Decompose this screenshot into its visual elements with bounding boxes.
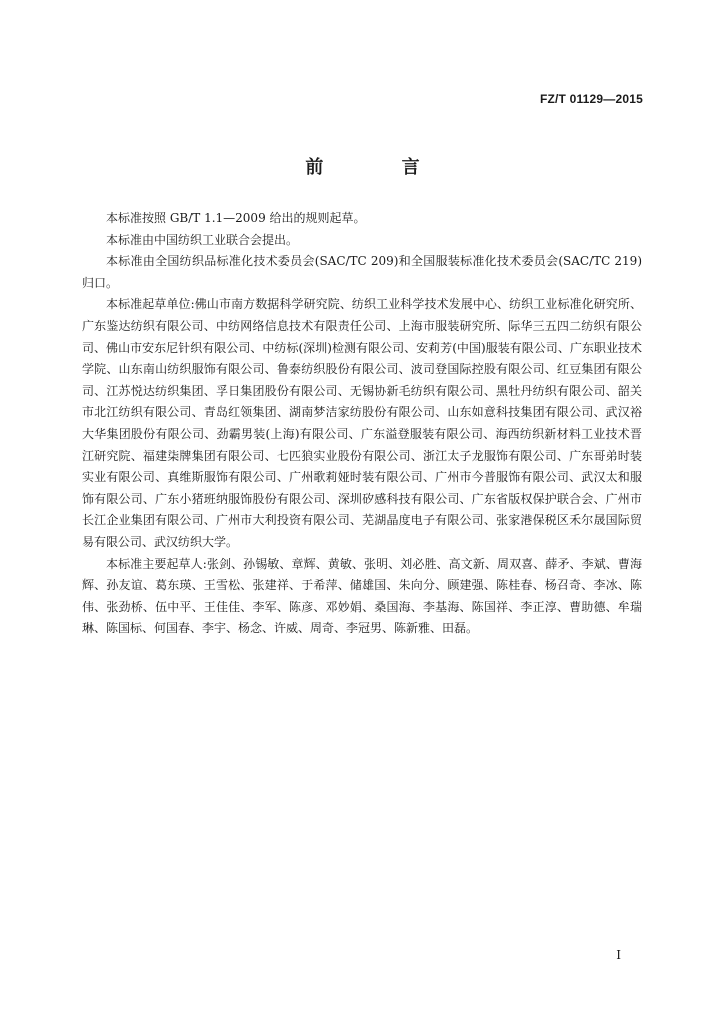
foreword-body xyxy=(82,208,642,640)
paragraph-main-drafters: 本标准主要起草人:张剑、孙锡敏、章辉、黄敏、张明、刘必胜、高文新、周双喜、薛矛、李斌、曹海辉、孙友谊、葛东瑛、王雪松、张建祥、于希萍、储雄国、朱向分、顾建强、陈桂春、杨召奇、李冰、陈伟、张劲桥、伍中平、王佳佳、李军、陈彦、邓妙娟、桑国海、李基海、陈国祥、李正淳、曹助德、牟瑞琳、陈国标、何国春、李宇、杨念、许威、周奇、李冠男、陈新雅、田磊。 xyxy=(82,556,642,636)
standard-number: FZ/T 01129—2015 xyxy=(539,92,643,106)
page-number: I xyxy=(616,948,621,962)
paragraph-centralized-unit: 本标准由全国纺织品标准化技术委员会(SAC/TC 209)和全国服装标准化技术委员会(SAC/TC 219)归口。 xyxy=(82,254,642,290)
paragraph-proposer: 本标准由中国纺织工业联合会提出。 xyxy=(106,232,299,247)
paragraph-drafting-rules: 本标准按照 GB/T 1.1—2009 给出的规则起草。 xyxy=(106,211,366,225)
page-title: 前 言 xyxy=(305,157,456,178)
paragraph-drafting-organizations: 本标准起草单位:佛山市南方数据科学研究院、纺织工业科学技术发展中心、纺织工业标准化研究所、广东鉴达纺织有限公司、中纺网络信息技术有限责任公司、上海市服装研究所、际华三五四二纺织有限公司、佛山市安东尼针织有限公司、中纺标(深圳)检测有限公司、安莉芳(中国)服装有限公司、广东职业技术学院、山东南山纺织服饰有限公司、鲁泰纺织股份有限公司、波司登国际控股有限公司、红豆集团有限公司、江苏悦达纺织集团、孚日集团股份有限公司、无锡协新毛纺织有限公司、黑牡丹纺织有限公司、韶关市北江纺织有限公司、青岛红领集团、湖南梦洁家纺股份有限公司、山东如意科技集团有限公司、武汉裕大华集团股份有限公司、劲霸男装(上海)有限公司、广东溢登服装有限公司、海西纺织新材料工业技术晋江研究院、福建柒牌集团有限公司、七匹狼实业股份有限公司、浙江太子龙服饰有限公司、广东哥弟时装实业有限公司、真维斯服饰有限公司、广州歌莉娅时装有限公司、广州市今普服饰有限公司、武汉太和服饰有限公司、广东小猪班纳服饰股份有限公司、深圳矽感科技有限公司、广东省版权保护联合会、广州市长江企业集团有限公司、广州市大利投资有限公司、芜湖晶度电子有限公司、张家港保税区禾尔晟国际贸易有限公司、武汉纺织大学。 xyxy=(82,297,642,549)
